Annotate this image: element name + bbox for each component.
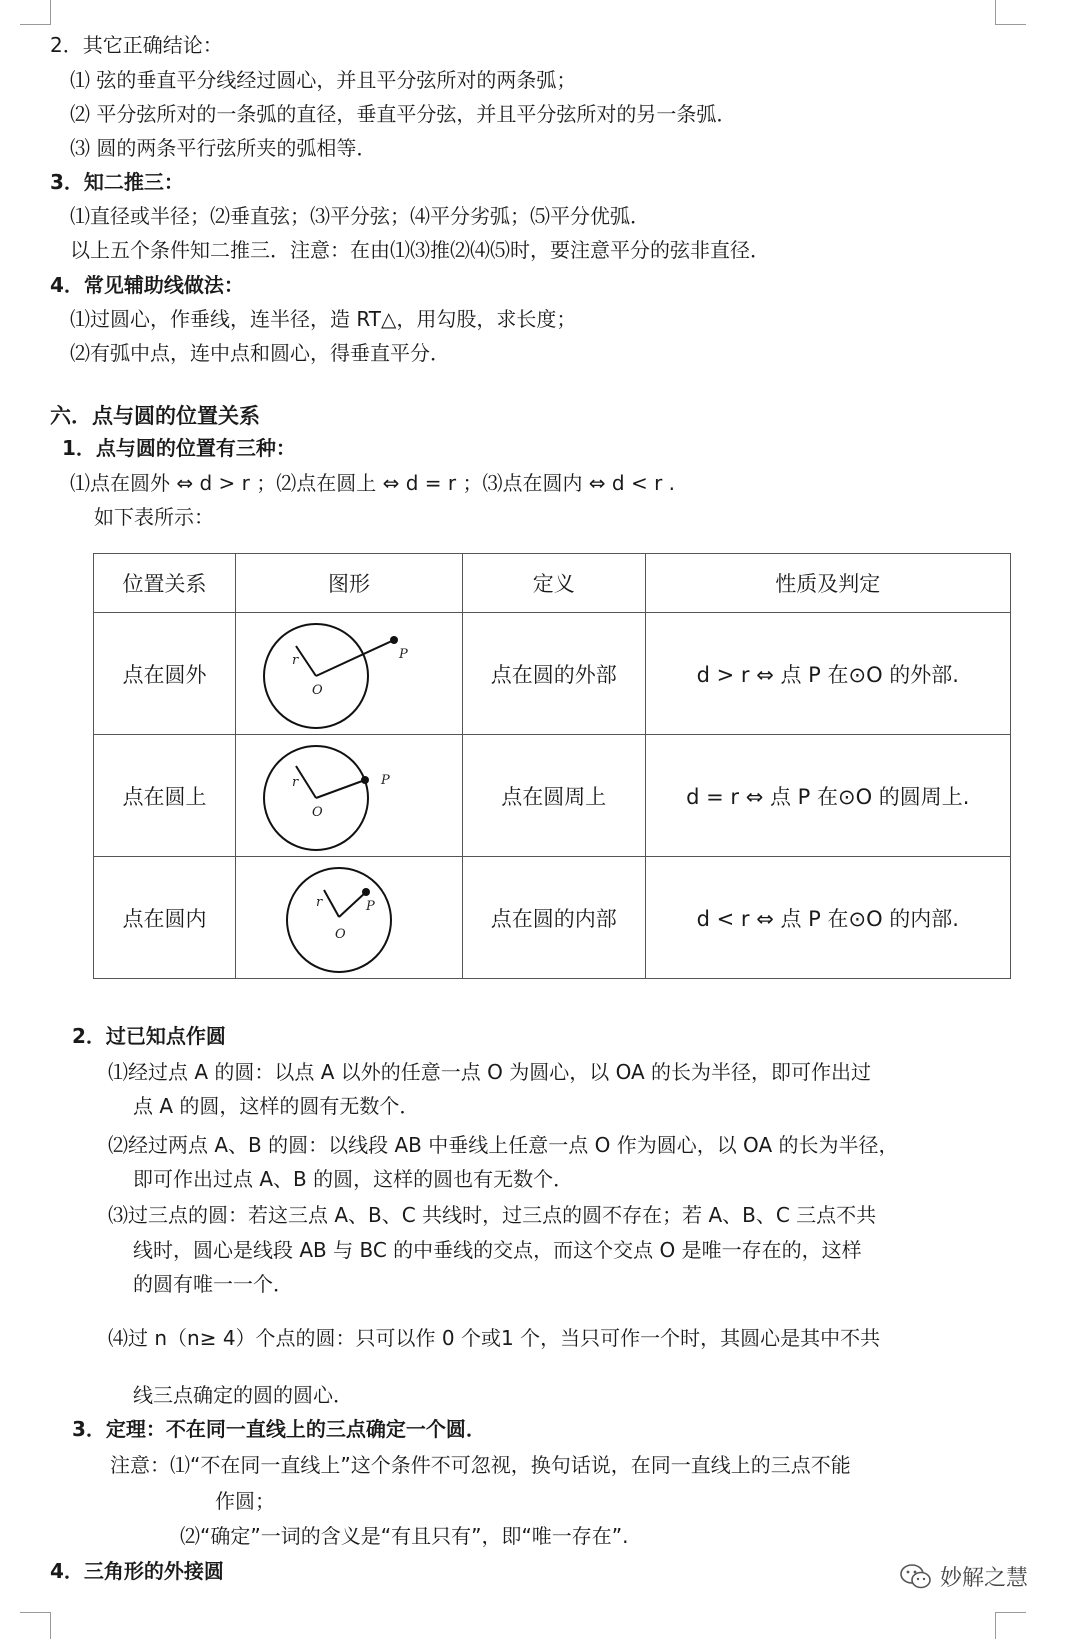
radius-label: r	[315, 895, 323, 910]
heading-other-conclusions: 2．其它正确结论：	[50, 33, 223, 57]
page-corner-mark	[995, 1612, 1026, 1639]
text-line: ⑶过三点的圆：若这三点 A、B、C 共线时，过三点的圆不存在；若 A、B、C 三点不共	[108, 1203, 877, 1227]
radius-label: r	[291, 653, 299, 668]
radius-label: r	[291, 775, 299, 790]
heading-circumcircle: 4．三角形的外接圆	[50, 1559, 224, 1583]
page-corner-mark	[20, 0, 51, 25]
table-row	[94, 613, 1011, 735]
text-line: ⑵“确定”一词的含义是“有且只有”，即“唯一存在”.	[180, 1524, 629, 1548]
text-line: ⑵ 平分弦所对的一条弧的直径，垂直平分弦，并且平分弦所对的另一条弧．	[70, 102, 737, 126]
property-cell: d < r ⇔ 点 P 在⊙O 的内部.	[645, 857, 1010, 979]
heading-point-positions: 1．点与圆的位置有三种：	[62, 436, 296, 460]
heading-theorem: 3．定理：不在同一直线上的三点确定一个圆．	[72, 1417, 486, 1441]
wechat-icon	[900, 1563, 932, 1591]
point-label: P	[380, 773, 390, 788]
text-line: ⑷过 n（n≥ 4）个点的圆：只可以作 0 个或1 个，当只可作一个时，其圆心是其中不共	[108, 1326, 881, 1350]
relation-cell: 点在圆上	[94, 735, 236, 857]
text-line: ⑵有弧中点，连中点和圆心，得垂直平分．	[70, 341, 450, 365]
point-label: P	[398, 647, 408, 662]
text-line: ⑴点在圆外 ⇔ d > r ；⑵点在圆上 ⇔ d = r ；⑶点在圆内 ⇔ d < r .	[70, 471, 676, 495]
page-corner-mark	[20, 1612, 51, 1639]
definition-cell: 点在圆周上	[462, 735, 645, 857]
watermark	[900, 1561, 1028, 1592]
relation-cell: 点在圆内	[94, 857, 236, 979]
definition-cell: 点在圆的内部	[462, 857, 645, 979]
note-line: 注意：⑴“不在同一直线上”这个条件不可忽视，换句话说，在同一直线上的三点不能	[110, 1453, 851, 1477]
table-header: 定义	[462, 554, 645, 613]
property-cell: d > r ⇔ 点 P 在⊙O 的外部.	[645, 613, 1010, 735]
center-label: O	[334, 927, 346, 942]
text-line: 即可作出过点 A、B 的圆，这样的圆也有无数个．	[133, 1167, 574, 1191]
table-row	[94, 735, 1011, 857]
text-line: ⑴ 弦的垂直平分线经过圆心，并且平分弦所对的两条弧；	[70, 68, 577, 92]
text-line: ⑴直径或半径；⑵垂直弦；⑶平分弦；⑷平分劣弧；⑸平分优弧．	[70, 204, 650, 228]
table-header-row	[94, 554, 1011, 613]
text-line: ⑶ 圆的两条平行弦所夹的弧相等．	[70, 136, 377, 160]
figure-point-outside	[236, 613, 463, 735]
text-line: 线三点确定的圆的圆心．	[133, 1383, 353, 1407]
center-label: O	[311, 805, 323, 820]
text-line: 线时，圆心是线段 AB 与 BC 的中垂线的交点，而这个交点 O 是唯一存在的，这样	[133, 1238, 862, 1262]
heading-aux-lines: 4．常见辅助线做法：	[50, 273, 244, 297]
text-line: 以上五个条件知二推三．注意：在由⑴⑶推⑵⑷⑸时，要注意平分的弦非直径．	[70, 238, 770, 262]
position-table	[93, 553, 1011, 979]
watermark-text: 妙解之慧	[940, 1566, 1029, 1591]
page-corner-mark	[995, 0, 1026, 25]
text-line: 作圆；	[215, 1489, 275, 1513]
property-cell: d = r ⇔ 点 P 在⊙O 的圆周上.	[645, 735, 1010, 857]
heading-know-two: 3．知二推三：	[50, 170, 184, 194]
text-line: ⑴经过点 A 的圆：以点 A 以外的任意一点 O 为圆心，以 OA 的长为半径，即可作出过	[108, 1060, 872, 1084]
text-line: 点 A 的圆，这样的圆有无数个．	[133, 1094, 420, 1118]
relation-cell: 点在圆外	[94, 613, 236, 735]
figure-point-inside	[236, 857, 463, 979]
table-header: 性质及判定	[645, 554, 1010, 613]
section-title: 六．点与圆的位置关系	[50, 404, 260, 428]
heading-circle-through-points: 2．过已知点作圆	[72, 1024, 226, 1048]
definition-cell: 点在圆的外部	[462, 613, 645, 735]
text-line: 如下表所示：	[94, 505, 214, 529]
center-label: O	[311, 683, 323, 698]
text-line: ⑴过圆心，作垂线，连半径，造 RT△，用勾股，求长度；	[70, 307, 577, 331]
figure-point-on	[236, 735, 463, 857]
point-label: P	[365, 899, 375, 914]
text-line: 的圆有唯一一个．	[133, 1272, 293, 1296]
text-line: ⑵经过两点 A、B 的圆：以线段 AB 中垂线上任意一点 O 作为圆心，以 OA 的长为半径，	[108, 1133, 899, 1157]
table-header: 位置关系	[94, 554, 236, 613]
table-header: 图形	[236, 554, 463, 613]
table-row	[94, 857, 1011, 979]
